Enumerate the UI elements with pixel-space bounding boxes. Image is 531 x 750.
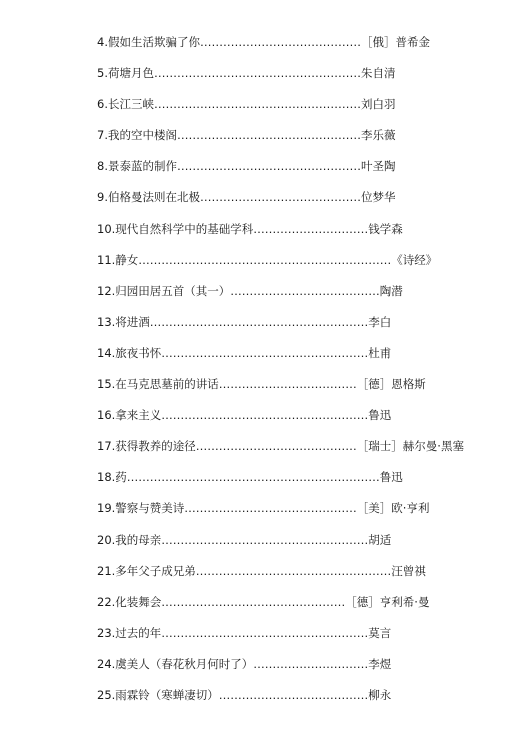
toc-entry [0,686,531,717]
toc-title: 化装舞会 [115,594,162,609]
toc-number: 19. [97,501,116,516]
toc-leader-dots: ……………………………………… [184,501,357,516]
toc-title: 静女 [115,252,139,267]
toc-author: ［瑞士］赫尔曼·黑塞 [356,439,464,454]
toc-number: 7. [97,128,108,143]
toc-entry [0,33,531,64]
toc-author: 胡适 [368,532,392,547]
toc-author: 杜甫 [368,345,392,360]
toc-leader-dots: ………………………………………………………… [126,470,380,485]
toc-author: 叶圣陶 [360,159,396,174]
toc-number: 5. [97,66,108,81]
toc-number: 16. [97,408,116,423]
toc-leader-dots: ……………………………………………… [161,532,369,547]
toc-entry [0,251,531,282]
toc-title: 将进酒 [115,314,150,329]
toc-number: 4. [97,35,108,49]
toc-title: 伯格曼法则在北极 [107,190,200,205]
toc-author: 钱学森 [368,221,403,236]
toc-leader-dots: ……………………………………………… [153,66,361,81]
toc-entry [0,313,531,344]
toc-entry [0,64,531,95]
toc-title: 我的空中楼阁 [107,128,177,143]
toc-entry [0,593,531,624]
toc-number: 17. [97,439,116,454]
toc-leader-dots: ……………………………………………… [161,625,369,640]
toc-entry [0,531,531,562]
toc-leader-dots: ………………………………………………… [149,314,369,329]
toc-entry [0,375,531,406]
toc-entry [0,344,531,375]
toc-leader-dots: ………………………………………… [161,594,346,609]
table-of-contents [0,33,531,717]
toc-entry [0,437,531,468]
toc-entry [0,468,531,499]
toc-number: 18. [97,470,116,485]
toc-author: 李煜 [368,656,392,671]
toc-title: 在马克思墓前的讲话 [115,377,219,392]
toc-leader-dots: ……………………………… [218,377,357,392]
toc-leader-dots: …………………………………… [199,190,361,205]
toc-entry [0,220,531,251]
toc-author: ［俄］普希金 [360,35,430,49]
toc-author: 《诗经》 [391,252,438,267]
toc-leader-dots: ……………………………………………… [153,97,361,112]
toc-number: 14. [97,345,116,360]
toc-number: 25. [97,687,116,702]
toc-title: 我的母亲 [115,532,162,547]
toc-leader-dots: ……………………………………………… [161,345,369,360]
toc-title: 多年父子成兄弟 [115,563,196,578]
toc-author: 刘白羽 [360,97,396,112]
toc-entry [0,406,531,437]
toc-title: 荷塘月色 [107,66,154,81]
toc-title: 归园田居五首（其一） [115,283,231,298]
toc-author: 李白 [368,314,392,329]
toc-leader-dots: ………………………… [253,221,369,236]
toc-number: 15. [97,377,116,392]
toc-leader-dots: …………………………………… [195,439,357,454]
toc-title: 雨霖铃（寒蝉凄切） [115,687,219,702]
toc-author: 汪曾祺 [391,563,426,578]
toc-author: 位梦华 [360,190,396,205]
toc-entry [0,655,531,686]
toc-title: 虞美人（春花秋月何时了） [115,656,254,671]
toc-title: 获得教养的途径 [115,439,196,454]
toc-title: 长江三峡 [107,97,154,112]
toc-entry [0,282,531,313]
toc-title: 过去的年 [115,625,162,640]
toc-author: 鲁迅 [379,470,403,485]
toc-entry [0,188,531,219]
toc-leader-dots: ………………………………… [230,283,380,298]
toc-number: 23. [97,625,116,640]
toc-entry [0,562,531,593]
toc-title: 景泰蓝的制作 [107,159,177,174]
toc-entry [0,624,531,655]
toc-author: 莫言 [368,625,392,640]
toc-title: 警察与赞美诗 [115,501,185,516]
toc-leader-dots: ………………………………………………………… [138,252,392,267]
toc-leader-dots: …………………………………… [199,35,361,49]
toc-author: ［德］亨利希·曼 [345,594,430,609]
toc-leader-dots: …………………………………………… [195,563,392,578]
toc-leader-dots: ………………………………………… [176,159,361,174]
toc-leader-dots: ………………………………………… [176,128,361,143]
toc-number: 22. [97,594,116,609]
toc-number: 6. [97,97,108,112]
toc-number: 21. [97,563,116,578]
toc-entry [0,157,531,188]
toc-number: 11. [97,252,116,267]
toc-title: 药 [115,470,127,485]
toc-leader-dots: ………………………… [253,656,369,671]
toc-number: 20. [97,532,116,547]
toc-author: ［美］欧·亨利 [356,501,430,516]
toc-number: 10. [97,221,116,236]
toc-title: 旅夜书怀 [115,345,162,360]
toc-leader-dots: ………………………………… [218,687,369,702]
toc-author: 鲁迅 [368,408,392,423]
toc-entry [0,499,531,530]
toc-number: 24. [97,656,116,671]
toc-title: 假如生活欺骗了你 [107,35,200,49]
toc-author: 柳永 [368,687,392,702]
toc-entry [0,95,531,126]
toc-author: 陶潜 [379,283,403,298]
toc-title: 现代自然科学中的基础学科 [115,221,254,236]
toc-number: 9. [97,190,108,205]
toc-author: 李乐薇 [360,128,396,143]
toc-leader-dots: ……………………………………………… [161,408,369,423]
toc-number: 8. [97,159,108,174]
toc-entry [0,126,531,157]
toc-number: 12. [97,283,116,298]
toc-author: ［德］恩格斯 [356,377,426,392]
toc-title: 拿来主义 [115,408,162,423]
toc-number: 13. [97,314,116,329]
toc-author: 朱自清 [360,66,396,81]
